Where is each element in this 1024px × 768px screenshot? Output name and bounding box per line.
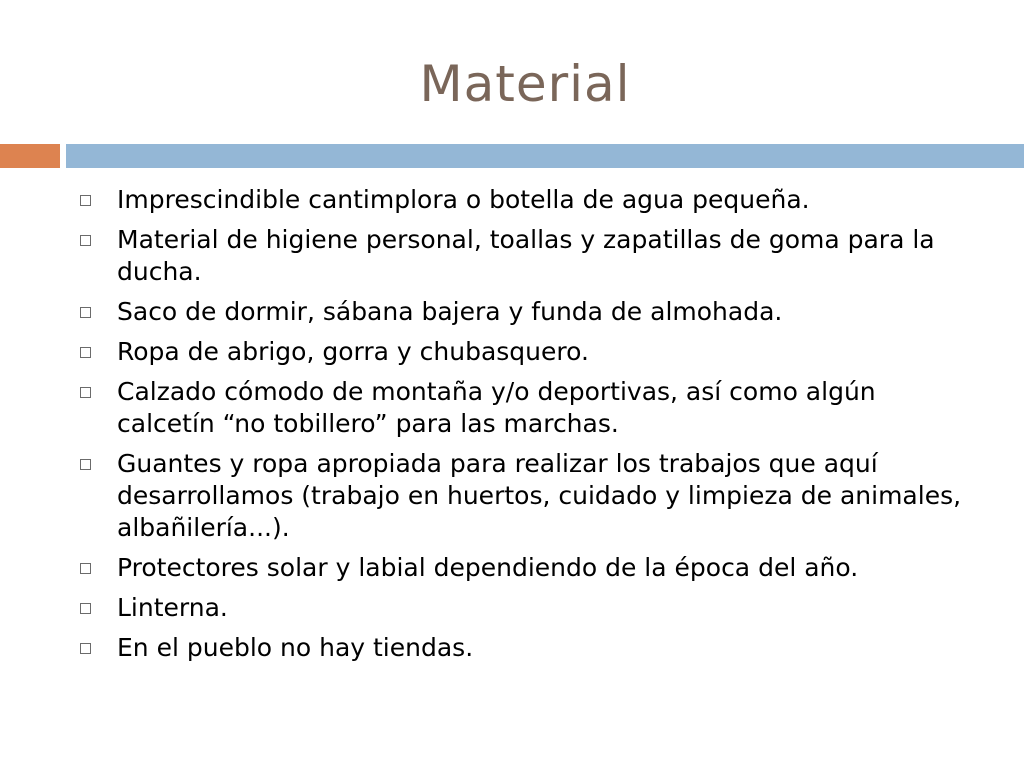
list-item (0, 552, 1024, 584)
list-item (0, 448, 1024, 544)
list-item-text: Imprescindible cantimplora o botella de agua pequeña. (117, 185, 810, 214)
square-bullet-icon (80, 459, 91, 470)
square-bullet-icon (80, 563, 91, 574)
slide-title: Material (419, 55, 631, 113)
square-bullet-icon (80, 235, 91, 246)
square-bullet-icon (80, 643, 91, 654)
list-item (0, 376, 1024, 440)
bullet-list (0, 184, 1024, 672)
square-bullet-icon (80, 347, 91, 358)
list-item-text: Guantes y ropa apropiada para realizar los trabajos que aquí desarrollamos (trabajo en huertos, cuidado y limpieza de animales, albañilería...). (117, 449, 962, 542)
square-bullet-icon (80, 195, 91, 206)
list-item-text: Saco de dormir, sábana bajera y funda de almohada. (117, 297, 783, 326)
list-item-text: Linterna. (117, 593, 228, 622)
list-item (0, 632, 1024, 664)
list-item-text: Calzado cómodo de montaña y/o deportivas, así como algún calcetín “no tobillero” para las marchas. (117, 377, 876, 438)
list-item-text: En el pueblo no hay tiendas. (117, 633, 474, 662)
accent-bar-orange (0, 144, 60, 168)
square-bullet-icon (80, 307, 91, 318)
list-item-text: Material de higiene personal, toallas y zapatillas de goma para la ducha. (117, 225, 935, 286)
square-bullet-icon (80, 387, 91, 398)
accent-bar-blue (66, 144, 1024, 168)
list-item (0, 336, 1024, 368)
list-item (0, 296, 1024, 328)
square-bullet-icon (80, 603, 91, 614)
list-item (0, 224, 1024, 288)
list-item-text: Ropa de abrigo, gorra y chubasquero. (117, 337, 589, 366)
list-item-text: Protectores solar y labial dependiendo de la época del año. (117, 553, 859, 582)
list-item (0, 592, 1024, 624)
list-item (0, 184, 1024, 216)
